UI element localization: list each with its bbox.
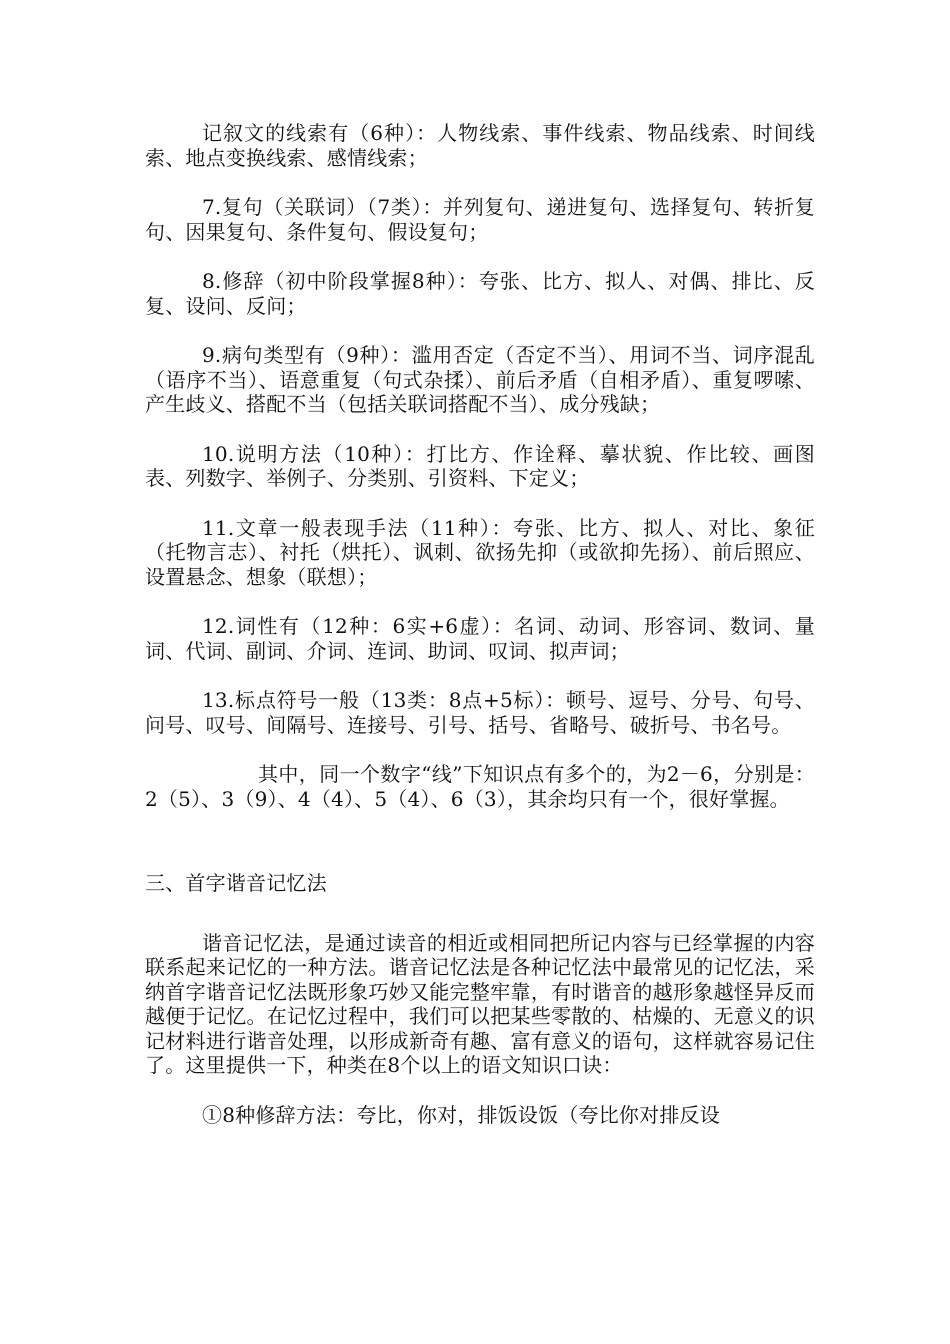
paragraph-complex-sentences: 7.复句（关联词）（7类）：并列复句、递进复句、选择复句、转折复句、因果复句、条件复句、假设复句； [145, 195, 815, 244]
paragraph-faulty-sentences: 9.病句类型有（9种）：滥用否定（否定不当）、用词不当、词序混乱（语序不当）、语意重复（句式杂揉）、前后矛盾（自相矛盾）、重复啰嗦、产生歧义、搭配不当（包括关联词搭配不当）、成分残缺； [145, 343, 815, 416]
paragraph-expression-techniques: 11.文章一般表现手法（11种）：夸张、比方、拟人、对比、象征（托物言志）、衬托（烘托）、讽刺、欲扬先抑（或欲抑先扬）、前后照应、设置悬念、想象（联想）； [145, 515, 815, 589]
paragraph-explanation-methods: 10.说明方法（10种）：打比方、作诠释、摹状貌、作比较、画图表、列数字、举例子、分类别、引资料、下定义； [145, 441, 815, 490]
paragraph-summary: 其中，同一个数字“线”下知识点有多个的，为2－6，分别是：2（5）、3（9）、4（4）、5（4）、6（3），其余均只有一个，很好掌握。 [145, 762, 815, 811]
section-heading: 三、首字谐音记忆法 [145, 871, 327, 895]
list-item-rhetoric-mnemonic: ①8种修辞方法：夸比，你对，排饭设饭（夸比你对排反设 [202, 1102, 720, 1127]
paragraph-punctuation: 13.标点符号一般（13类：8点+5标）：顿号、逗号、分号、句号、问号、叹号、间隔号、连接号、引号、括号、省略号、破折号、书名号。 [145, 688, 815, 737]
paragraph-homophone-method: 谐音记忆法，是通过读音的相近或相同把所记内容与已经掌握的内容联系起来记忆的一种方法。谐音记忆法是各种记忆法中最常见的记忆法，采纳首字谐音记忆法既形象巧妙又能完整牢靠，有时谐音的越形象越怪异反而越便于记忆。在记忆过程中，我们可以把某些零散的、枯燥的、无意义的识记材料进行谐音处理，以形成新奇有趣、富有意义的语句，这样就容易记住了。这里提供一下，种类在8个以上的语文知识口诀： [145, 930, 815, 1077]
document-body [145, 121, 815, 1127]
paragraph-rhetoric: 8.修辞（初中阶段掌握8种）：夸张、比方、拟人、对偶、排比、反复、设问、反问； [145, 269, 815, 318]
paragraph-parts-of-speech: 12.词性有（12种：6实+6虚）：名词、动词、形容词、数词、量词、代词、副词、介词、连词、助词、叹词、拟声词； [145, 614, 815, 663]
paragraph-narrative-clues: 记叙文的线索有（6种）：人物线索、事件线索、物品线索、时间线索、地点变换线索、感情线索； [145, 121, 815, 170]
